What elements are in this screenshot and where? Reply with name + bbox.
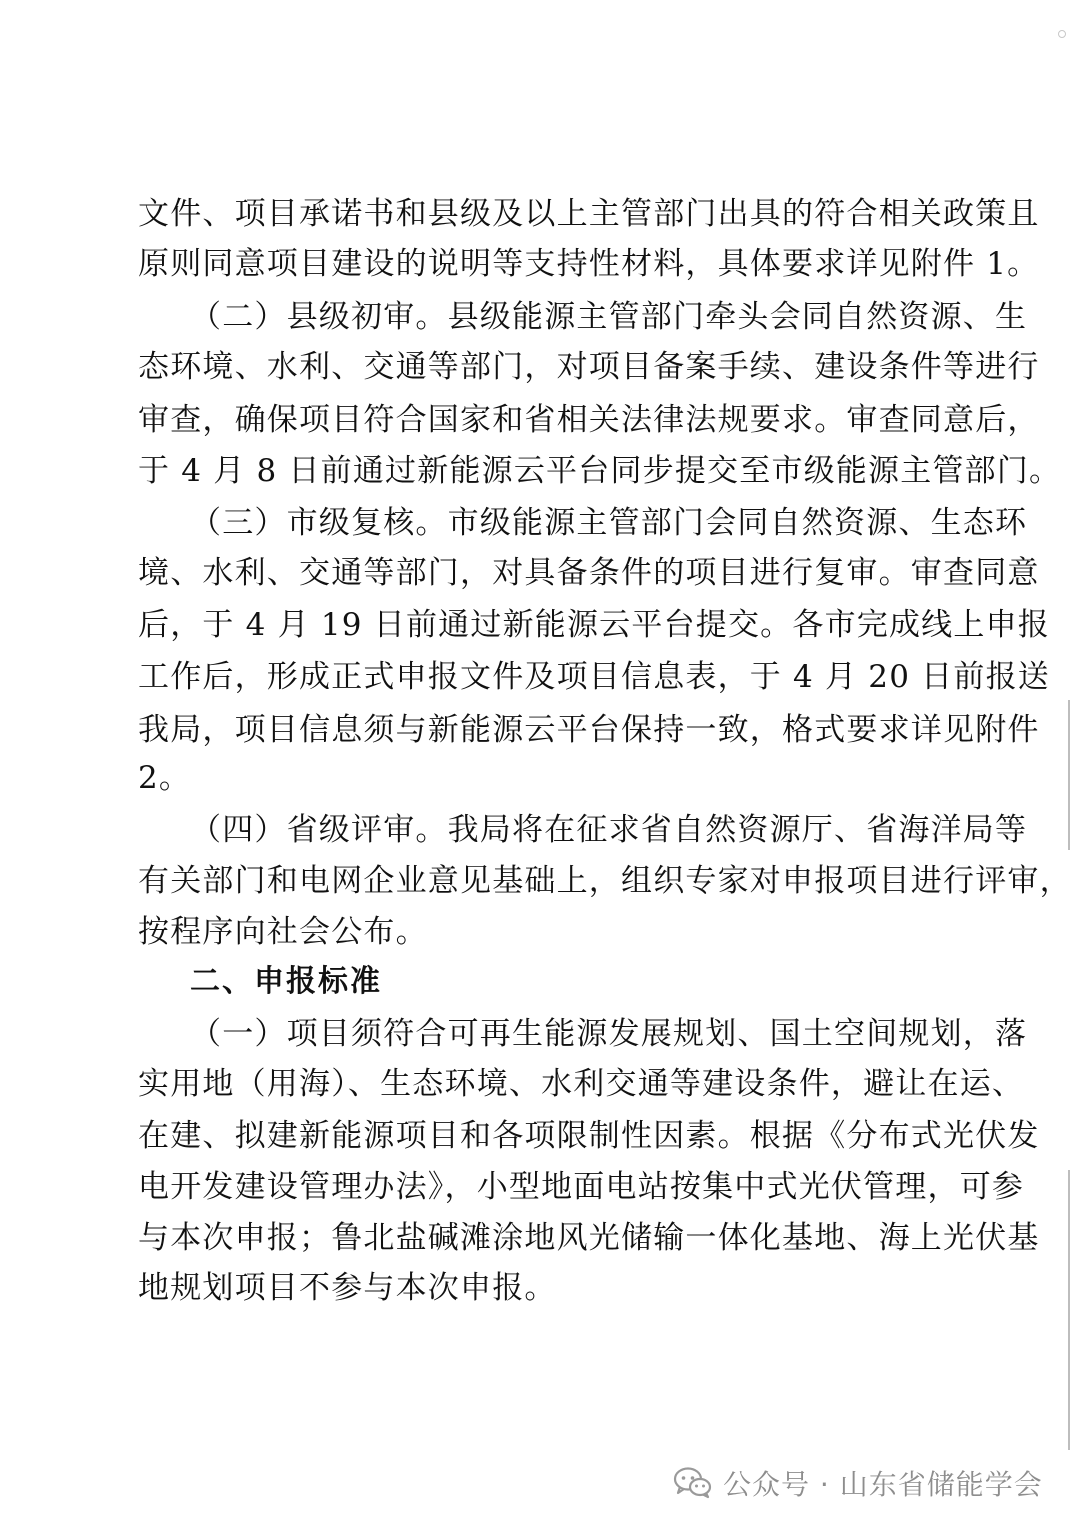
body-line: 后，于 4 月 19 日前通过新能源云平台提交。各市完成线上申报 <box>138 607 1050 643</box>
body-line: 态环境、水利、交通等部门，对项目备案手续、建设条件等进行 <box>138 349 1040 385</box>
paragraph-criteria-1: （一）项目须符合可再生能源发展规划、国土空间规划，落 <box>190 1016 1028 1052</box>
watermark <box>673 1461 1043 1505</box>
paragraph-county-review: （二）县级初审。县级能源主管部门牵头会同自然资源、生 <box>190 299 1028 335</box>
body-line: 文件、项目承诺书和县级及以上主管部门出具的符合相关政策且 <box>138 196 1040 232</box>
body-line: 于 4 月 8 日前通过新能源云平台同步提交至市级能源主管部门。 <box>138 453 1062 489</box>
body-line: 审查，确保项目符合国家和省相关法律法规要求。审查同意后， <box>138 402 1040 438</box>
body-line: 电开发建设管理办法》，小型地面电站按集中式光伏管理，可参 <box>138 1169 1025 1205</box>
body-line: 与本次申报；鲁北盐碱滩涂地风光储输一体化基地、海上光伏基 <box>138 1220 1040 1256</box>
body-line: 原则同意项目建设的说明等支持性材料，具体要求详见附件 1。 <box>138 246 1040 282</box>
body-line: 我局，项目信息须与新能源云平台保持一致，格式要求详见附件 <box>138 712 1040 748</box>
body-line: 在建、拟建新能源项目和各项限制性因素。根据《分布式光伏发 <box>138 1118 1040 1154</box>
paragraph-city-review: （三）市级复核。市级能源主管部门会同自然资源、生态环 <box>190 505 1028 541</box>
watermark-text: 公众号 · 山东省储能学会 <box>723 1468 1043 1501</box>
scan-edge-mark <box>1068 700 1070 850</box>
scan-edge-mark <box>1068 1170 1070 1450</box>
body-line: 有关部门和电网企业意见基础上，组织专家对申报项目进行评审， <box>138 863 1072 899</box>
body-line: 工作后，形成正式申报文件及项目信息表，于 4 月 20 日前报送 <box>138 659 1050 695</box>
section-heading: 二、申报标准 <box>190 964 382 999</box>
scan-corner-mark <box>1058 30 1066 38</box>
body-line: 地规划项目不参与本次申报。 <box>138 1270 557 1306</box>
body-line: 境、水利、交通等部门，对具备条件的项目进行复审。审查同意 <box>138 555 1040 591</box>
body-line: 2。 <box>138 760 192 796</box>
paragraph-province-review: （四）省级评审。我局将在征求省自然资源厅、省海洋局等 <box>190 812 1028 848</box>
wechat-icon <box>673 1466 713 1500</box>
body-line: 按程序向社会公布。 <box>138 914 428 950</box>
body-line: 实用地（用海）、生态环境、水利交通等建设条件，避让在运、 <box>138 1066 1025 1102</box>
